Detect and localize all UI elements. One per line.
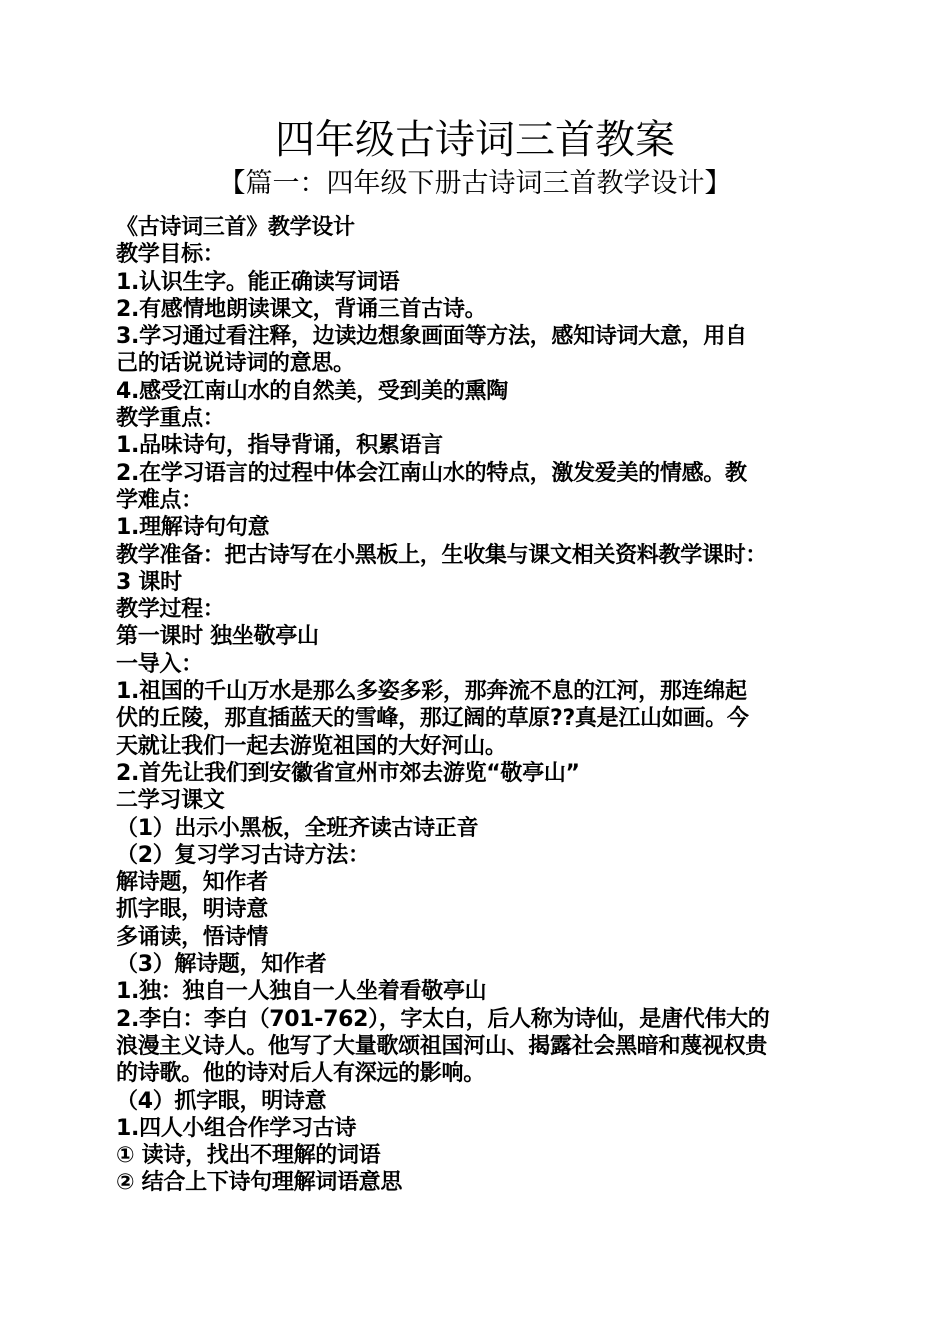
body-line: 1.品味诗句，指导背诵，积累语言 — [116, 433, 443, 459]
body-line: 抓字眼，明诗意 — [116, 897, 268, 923]
body-line: 1.祖国的千山万水是那么多姿多彩，那奔流不息的江河，那连绵起 — [116, 679, 747, 705]
body-line: 《古诗词三首》教学设计 — [116, 215, 355, 240]
body-line: 教学目标： — [116, 242, 225, 268]
body-line: 天就让我们一起去游览祖国的大好河山。 — [116, 733, 507, 759]
body-line: 多诵读，悟诗情 — [116, 924, 268, 950]
body-line: ② 结合上下诗句理解词语意思 — [116, 1170, 403, 1196]
body-line: （2）复习学习古诗方法： — [116, 842, 370, 868]
body-line: 2.有感情地朗读课文，背诵三首古诗。 — [116, 296, 487, 322]
body-line: ① 读诗，找出不理解的词语 — [116, 1143, 381, 1169]
body-line: 一导入： — [116, 651, 203, 677]
body-line: 2.在学习语言的过程中体会江南山水的特点，激发爱美的情感。教 — [116, 460, 747, 486]
body-line: 2.李白：李白（701-762），字太白，后人称为诗仙，是唐代伟大的 — [116, 1006, 770, 1032]
body-line: 3 课时 — [116, 569, 182, 595]
document-title: 四年级古诗词三首教案 — [275, 117, 675, 163]
body-line: 1.理解诗句句意 — [116, 515, 270, 541]
body-line: 己的话说说诗词的意思。 — [116, 351, 355, 377]
body-line: 解诗题，知作者 — [116, 870, 268, 896]
body-line: 教学过程： — [116, 597, 225, 623]
body-line: 教学准备：把古诗写在小黑板上，生收集与课文相关资料教学课时： — [116, 542, 768, 568]
body-line: 4.感受江南山水的自然美，受到美的熏陶 — [116, 378, 508, 404]
body-line: 学难点： — [116, 487, 203, 513]
document-subtitle: 【篇一：四年级下册古诗词三首教学设计】 — [218, 168, 732, 199]
body-line: （3）解诗题，知作者 — [116, 952, 327, 978]
body-line: 2.首先让我们到安徽省宣州市郊去游览“敬亭山” — [116, 760, 580, 786]
body-line: （1）出示小黑板，全班齐读古诗正音 — [116, 815, 479, 841]
body-line: 的诗歌。他的诗对后人有深远的影响。 — [116, 1061, 485, 1087]
body-line: 二学习课文 — [116, 788, 225, 814]
document-body — [116, 214, 846, 1197]
body-line: （4）抓字眼，明诗意 — [116, 1088, 327, 1114]
body-line: 第一课时 独坐敬亭山 — [116, 624, 319, 650]
body-line: 伏的丘陵，那直插蓝天的雪峰，那辽阔的草原??真是江山如画。今 — [116, 706, 749, 732]
body-line: 浪漫主义诗人。他写了大量歌颂祖国河山、揭露社会黑暗和蔑视权贵 — [116, 1033, 768, 1059]
body-line: 1.独：独自一人独自一人坐着看敬亭山 — [116, 979, 487, 1005]
body-line: 1.四人小组合作学习古诗 — [116, 1115, 357, 1141]
body-line: 3.学习通过看注释，边读边想象画面等方法，感知诗词大意，用自 — [116, 324, 747, 350]
body-line: 教学重点： — [116, 406, 225, 432]
body-line: 1.认识生字。能正确读写词语 — [116, 269, 400, 295]
